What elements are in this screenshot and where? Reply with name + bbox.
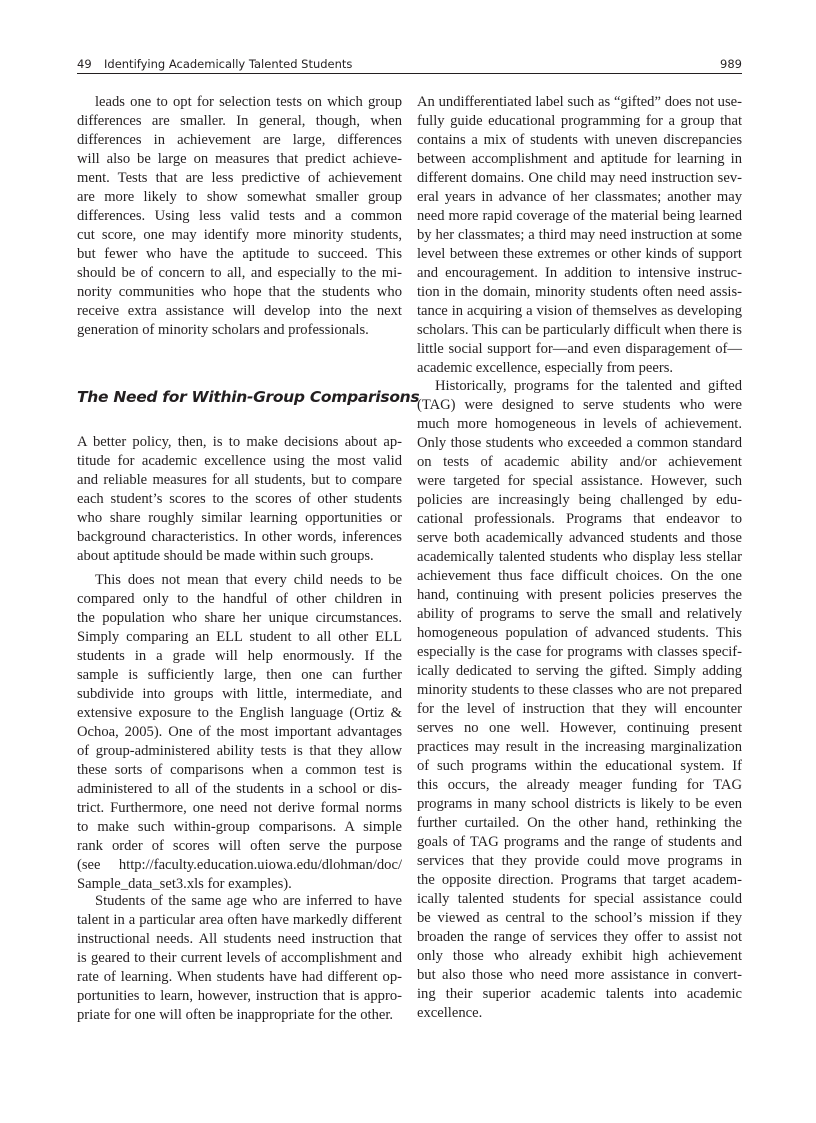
text-line: services that they provide could move programs in [417, 853, 742, 869]
text-line: extensive exposure to the English language (Ortiz & [77, 705, 402, 721]
text-line: academic excellence, especially from peers. [417, 360, 674, 376]
text-line: will also be large on measures that predict achieve- [77, 151, 402, 167]
text-line: hand, continuing with present policies preserves the [417, 587, 742, 603]
text-line: talent in a particular area often have markedly different [77, 912, 402, 928]
text-line: ability of programs to serve the small and relatively [417, 606, 742, 622]
text-line: trict. Furthermore, one need not derive formal norms [77, 800, 402, 816]
text-line: generation of minority scholars and professionals. [77, 322, 369, 338]
text-line: fully guide educational programming for a group that [417, 113, 742, 129]
text-line: who share roughly similar learning opportunities or [77, 510, 402, 526]
text-line: homogeneous population of advanced students. This [417, 625, 742, 641]
text-line: were targeted for special assistance. However, such [417, 473, 742, 489]
text-line: sample is sufficiently large, then one can further [77, 667, 402, 683]
text-line: practices may result in the increasing marginalization [417, 739, 742, 755]
text-line: tance in acquiring a vision of themselves as developing [417, 303, 742, 319]
text-line: Ochoa, 2005). One of the most important advantages [77, 724, 402, 740]
text-line: differences in achievement are large, differences [77, 132, 402, 148]
text-line: and reliable measures for all students, but to compare [77, 472, 402, 488]
text-line: is geared to their current levels of accomplishment and [77, 950, 402, 966]
text-line: serve both academically advanced students and those [417, 530, 742, 546]
text-line: ically talented students for special assistance could [417, 891, 742, 907]
text-line: (see http://faculty.education.uiowa.edu/dlohman/doc/ [77, 857, 402, 873]
text-line: minority students to these classes who are not prepared [417, 682, 742, 698]
text-line: priate for one will often be inappropriate for the other. [77, 1007, 394, 1023]
text-line: the opposite direction. Programs that target academ- [417, 872, 742, 888]
text-line: but fewer who have the aptitude to succeed. This [77, 246, 402, 262]
text-line: ically dedicated to serving the gifted. Simply adding [417, 663, 742, 679]
text-line: students in a grade will help enormously. If the [77, 648, 402, 664]
text-line: cational professionals. Programs that endeavor to [417, 511, 742, 527]
text-line: eral years in advance of her classmates; another may [417, 189, 742, 205]
text-line: much more homogeneous in levels of achievement. [417, 416, 742, 432]
text-line: rate of learning. When students have had different op- [77, 969, 402, 985]
text-line: excellence. [417, 1005, 483, 1021]
text-line: differences are smaller. In general, though, when [77, 113, 402, 129]
text-line: by her classmates; a third may need instruction at some [417, 227, 742, 243]
paragraph [77, 571, 402, 894]
text-line: only those who already exhibit high achievement [417, 948, 742, 964]
paragraph [77, 892, 402, 1025]
text-line: each student’s scores to the scores of other students [77, 491, 402, 507]
text-line: contains a mix of students with uneven discrepancies [417, 132, 742, 148]
text-line: administered to all of the students in a school or dis- [77, 781, 402, 797]
paragraph [417, 93, 742, 378]
text-line: This does not mean that every child needs to be [95, 572, 402, 588]
text-line: level between these extremes or other kinds of support [417, 246, 742, 262]
text-line: be viewed as central to the school’s mission if they [417, 910, 742, 926]
text-line: this occurs, the already meager funding for TAG [417, 777, 742, 793]
text-line: especially is the case for programs with classes specif- [417, 644, 742, 660]
section-heading: The Need for Within-Group Comparisons [77, 388, 420, 406]
text-line: Students of the same age who are inferred to have [95, 893, 402, 909]
text-line: programs in many school districts is likely to be even [417, 796, 742, 812]
text-line: between accomplishment and aptitude for learning in [417, 151, 742, 167]
text-line: Simply comparing an ELL student to all other ELL [77, 629, 402, 645]
text-line: ment. Tests that are less predictive of achievement [77, 170, 402, 186]
text-line: leads one to opt for selection tests on which group [95, 94, 402, 110]
text-line: but also those who need more assistance in convert- [417, 967, 742, 983]
running-header [77, 56, 742, 74]
text-line: should be of concern to all, and especially to the mi- [77, 265, 402, 281]
text-line: titude for academic excellence using the most valid [77, 453, 402, 469]
text-line: for the level of instruction that they will encounter [417, 701, 742, 717]
chapter-title: Identifying Academically Talented Students [104, 57, 353, 71]
text-line: need more rapid coverage of the material being learned [417, 208, 742, 224]
text-line: little social support for—and even disparagement of— [417, 341, 742, 357]
text-line: are more likely to show somewhat smaller group [77, 189, 402, 205]
text-line: An undifferentiated label such as “gifted” does not use- [417, 94, 742, 110]
text-line: policies are increasingly being challenged by edu- [417, 492, 742, 508]
page-number: 989 [720, 57, 742, 71]
text-line: of group-administered ability tests is that they allow [77, 743, 402, 759]
text-line: cut score, one may identify more minority students, [77, 227, 402, 243]
text-line: A better policy, then, is to make decisions about ap- [77, 434, 402, 450]
text-line: about aptitude should be made within such groups. [77, 548, 374, 564]
text-line: portunities to learn, however, instruction that is appro- [77, 988, 402, 1004]
text-line: serves no one well. However, continuing present [417, 720, 742, 736]
text-line: receive extra assistance will develop into the next [77, 303, 402, 319]
text-line: of such programs within the educational system. If [417, 758, 742, 774]
text-line: Historically, programs for the talented and gifted [435, 378, 742, 394]
text-line: broaden the range of services they offer to assist not [417, 929, 742, 945]
text-line: (TAG) were designed to serve students who were [417, 397, 742, 413]
text-line: scholars. This can be particularly difficult when there is [417, 322, 742, 338]
text-line: ing their superior academic talents into academic [417, 986, 742, 1002]
text-line: the population who share her unique circumstances. [77, 610, 402, 626]
text-line: compared only to the handful of other children in [77, 591, 402, 607]
text-line: Only those students who exceeded a common standard [417, 435, 742, 451]
text-line: to make such within-group comparisons. A simple [77, 819, 402, 835]
text-line: Sample_data_set3.xls for examples). [77, 876, 292, 892]
paragraph [77, 93, 402, 340]
text-line: instructional needs. All students need instruction that [77, 931, 402, 947]
text-line: goals of TAG programs and the range of students and [417, 834, 742, 850]
text-line: on tests of academic ability and/or achievement [417, 454, 742, 470]
paragraph [417, 377, 742, 1023]
paragraph [77, 433, 402, 566]
text-line: and encouragement. In addition to intensive instruc- [417, 265, 742, 281]
text-line: background characteristics. In other words, inferences [77, 529, 402, 545]
text-line: differences. Using less valid tests and a common [77, 208, 402, 224]
text-line: further curtailed. On the other hand, rethinking the [417, 815, 742, 831]
text-line: subdivide into groups with little, intermediate, and [77, 686, 402, 702]
text-line: rank order of scores will often serve the purpose [77, 838, 402, 854]
text-line: academically talented students who display less stellar [417, 549, 742, 565]
text-line: these sorts of comparisons when a common test is [77, 762, 402, 778]
text-line: nority communities who hope that the students who [77, 284, 402, 300]
text-line: achievement thus face difficult choices. On the one [417, 568, 742, 584]
text-line: different domains. One child may need instruction sev- [417, 170, 742, 186]
chapter-number: 49 [77, 57, 92, 71]
text-line: tion in the domain, minority students often need assis- [417, 284, 742, 300]
